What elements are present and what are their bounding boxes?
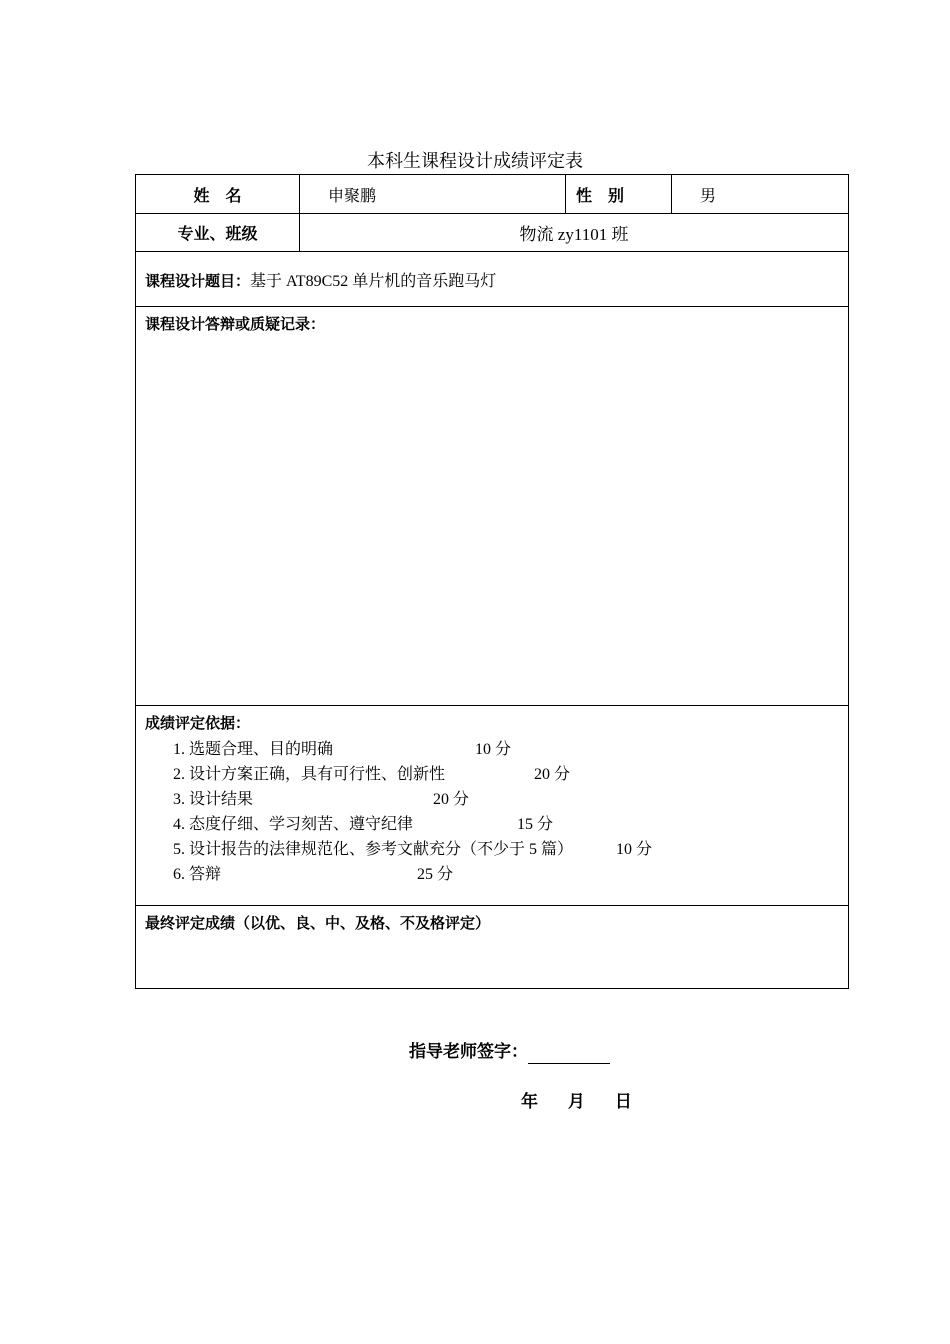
criteria-label: 成绩评定依据： — [145, 714, 251, 732]
criteria-text: 4. 态度仔细、学习刻苦、遵守纪律 — [173, 816, 414, 833]
defense-cell — [136, 307, 849, 706]
criteria-score: 20 分 — [534, 766, 571, 783]
gender-label: 性 别 — [566, 175, 672, 214]
final-label: 最终评定成绩（以优、良、中、及格、不及格评定） — [145, 914, 491, 932]
criteria-score: 15 分 — [517, 816, 554, 833]
criteria-list — [145, 737, 848, 887]
criteria-text: 1. 选题合理、目的明确 — [173, 741, 334, 758]
name-label: 姓 名 — [136, 175, 300, 214]
criteria-item — [145, 812, 848, 837]
topic-label: 课程设计题目： — [145, 271, 251, 290]
signature-label: 指导老师签字： — [409, 1042, 528, 1062]
row-defense — [136, 307, 849, 706]
major-class-label: 专业、班级 — [136, 214, 300, 252]
topic-cell — [136, 252, 849, 307]
signature-blank — [528, 1043, 610, 1064]
name-value: 申聚鹏 — [300, 175, 566, 214]
criteria-text: 6. 答辩 — [173, 866, 222, 883]
date-month: 月 — [567, 1092, 585, 1112]
row-final — [136, 906, 849, 989]
row-topic — [136, 252, 849, 307]
criteria-item — [145, 862, 848, 887]
criteria-text: 5. 设计报告的法律规范化、参考文献充分（不少于 5 篇） — [173, 841, 574, 858]
date-line — [521, 1090, 632, 1114]
criteria-cell — [136, 706, 849, 906]
date-day: 日 — [614, 1092, 632, 1112]
topic-value: 基于 AT89C52 单片机的音乐跑马灯 — [250, 272, 497, 290]
evaluation-form — [135, 174, 849, 989]
page-title: 本科生课程设计成绩评定表 — [367, 151, 583, 171]
criteria-score: 10 分 — [475, 741, 512, 758]
major-class-value: 物流 zy1101 班 — [300, 214, 849, 252]
criteria-text: 3. 设计结果 — [173, 791, 254, 808]
row-major-class — [136, 214, 849, 252]
defense-label: 课程设计答辩或质疑记录： — [145, 315, 326, 333]
criteria-item — [145, 762, 848, 787]
criteria-score: 10 分 — [616, 841, 653, 858]
criteria-text: 2. 设计方案正确，具有可行性、创新性 — [173, 766, 446, 783]
date-year: 年 — [521, 1092, 538, 1112]
final-cell — [136, 906, 849, 989]
signature-line — [409, 1040, 610, 1064]
criteria-item — [145, 737, 848, 762]
row-criteria — [136, 706, 849, 906]
criteria-item — [145, 787, 848, 812]
criteria-item — [145, 837, 848, 862]
criteria-score: 25 分 — [417, 866, 454, 883]
criteria-score: 20 分 — [433, 791, 470, 808]
row-name-gender — [136, 175, 849, 214]
gender-value: 男 — [672, 175, 849, 214]
